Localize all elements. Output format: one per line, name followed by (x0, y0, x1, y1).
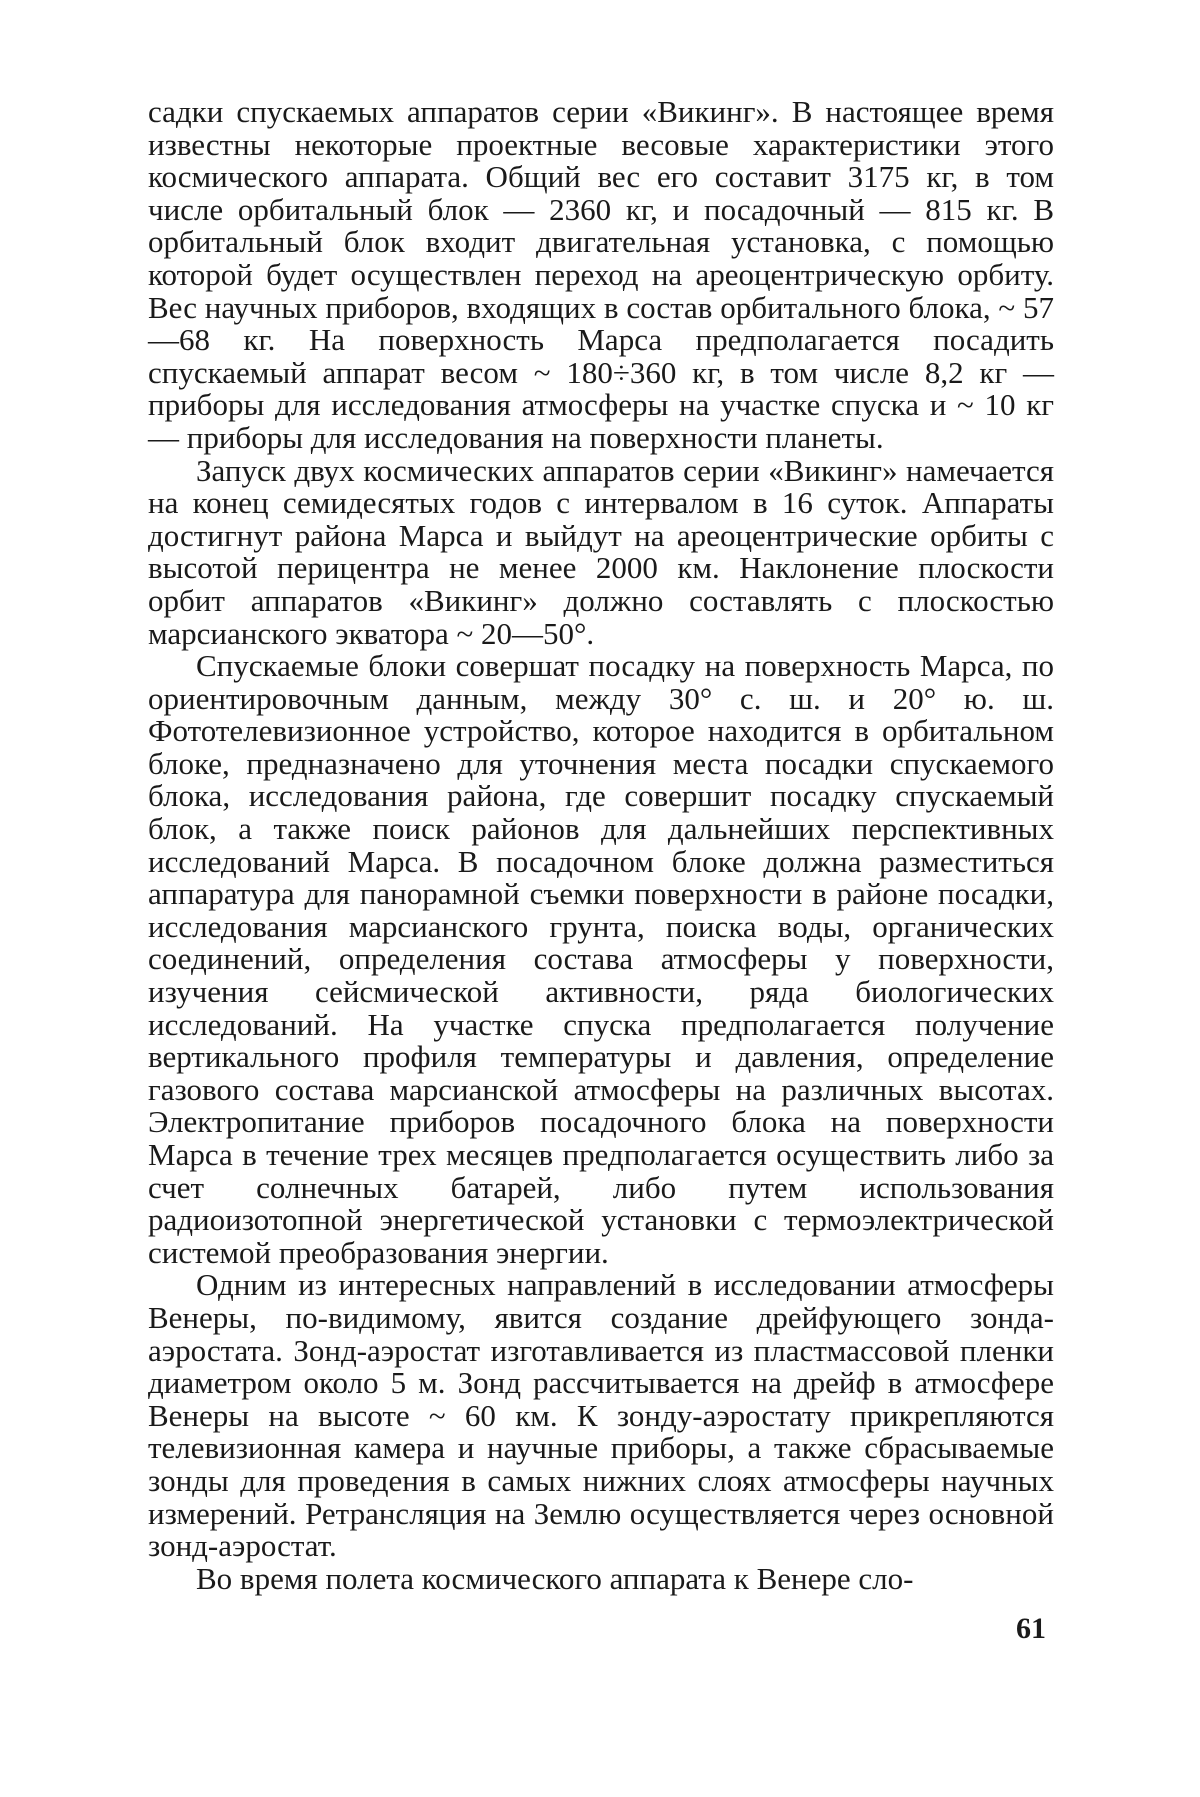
paragraph-1: садки спускаемых аппаратов серии «Викинг». В настоящее время известны некоторые проектные весовые характеристики этого космического аппарата. Общий вес его составит 3175 кг, в том числе орбитальный блок — 2360 кг, и посадочный — 815 кг. В орбитальный блок входит двигательная установка, с помощью которой будет осуществлен переход на ареоцентрическую орбиту. Вес научных приборов, входящих в состав орбитального блока, ~ 57—68 кг. На поверхность Марса предполагается посадить спускаемый аппарат весом ~ 180÷360 кг, в том числе 8,2 кг — приборы для исследования атмосферы на участке спуска и ~ 10 кг — приборы для исследования на поверхности планеты. (148, 94, 1054, 455)
paragraph-3: Спускаемые блоки совершат посадку на поверхность Марса, по ориентировочным данным, между 30° с. ш. и 20° ю. ш. Фототелевизионное устройство, которое находится в орбитальном блоке, предназначено для уточнения места посадки спускаемого блока, исследования района, где совершит посадку спускаемый блок, а также поиск районов для дальнейших перспективных исследований Марса. В посадочном блоке должна разместиться аппаратура для панорамной съемки поверхности в районе посадки, исследования марсианского грунта, поиска воды, органических соединений, определения состава атмосферы у поверхности, изучения сейсмической активности, ряда биологических исследований. На участке спуска предполагается получение вертикального профиля температуры и давления, определение газового состава марсианской атмосферы на различных высотах. Электропитание приборов посадочного блока на поверхности Марса в течение трех месяцев предполагается осуществить либо за счет солнечных батарей, либо путем использования радиоизотопной энергетической установки с термоэлектрической системой преобразования энергии. (148, 648, 1054, 1270)
page-body (148, 96, 1054, 1595)
page-number: 61 (1016, 1612, 1046, 1645)
paragraph-4: Одним из интересных направлений в исследовании атмосферы Венеры, по-видимому, явится создание дрейфующего зонда-аэростата. Зонд-аэростат изготавливается из пластмассовой пленки диаметром около 5 м. Зонд рассчитывается на дрейф в атмосфере Венеры на высоте ~ 60 км. К зонду-аэростату прикрепляются телевизионная камера и научные приборы, а также сбрасываемые зонды для проведения в самых нижних слоях атмосферы научных измерений. Ретрансляция на Землю осуществляется через основной зонд-аэростат. (148, 1267, 1054, 1564)
paragraph-5: Во время полета космического аппарата к Венере сло- (196, 1560, 914, 1596)
paragraph-2: Запуск двух космических аппаратов серии «Викинг» намечается на конец семидесятых годов с интервалом в 16 суток. Аппараты достигнут района Марса и выйдут на ареоцентрические орбиты с высотой перицентра не менее 2000 км. Наклонение плоскости орбит аппаратов «Викинг» должно составлять с плоскостью марсианского экватора ~ 20—50°. (148, 452, 1054, 651)
